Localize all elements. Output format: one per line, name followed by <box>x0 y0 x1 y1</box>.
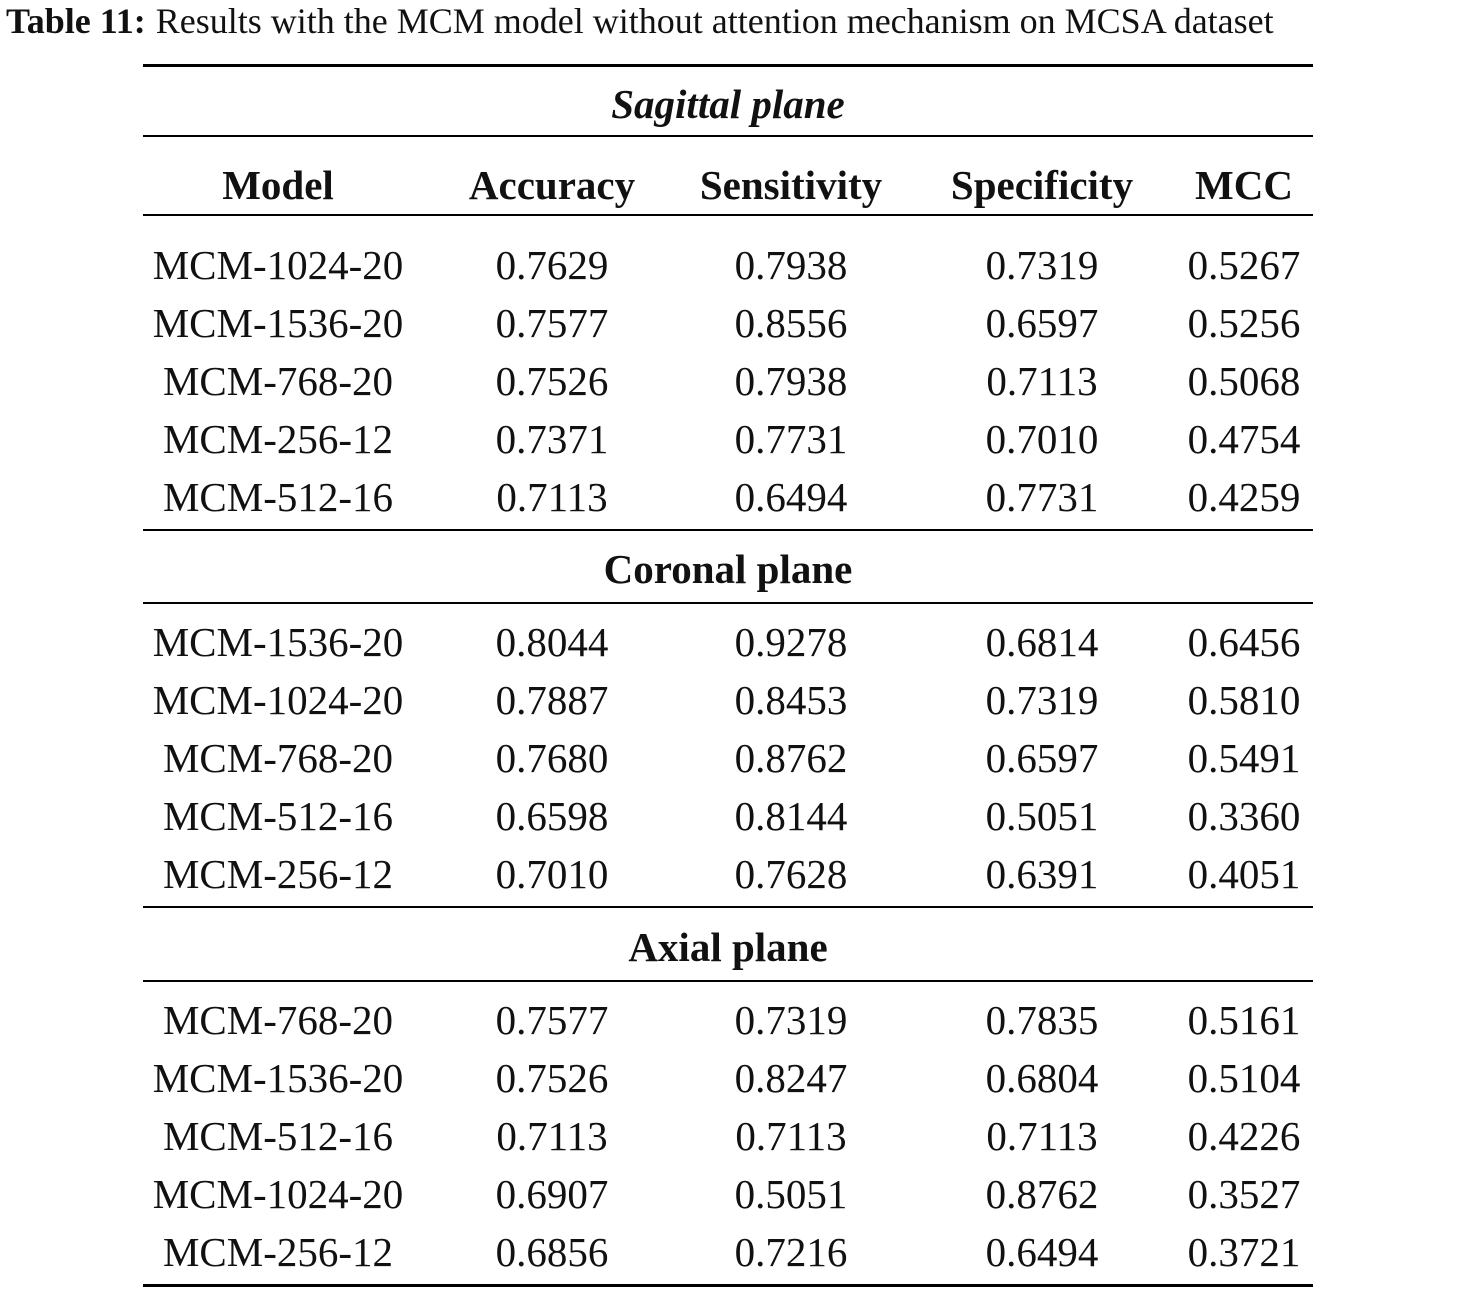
accuracy-value: 0.7113 <box>496 1113 608 1159</box>
table-row <box>143 613 1313 671</box>
mcc-value: 0.5810 <box>1187 677 1301 723</box>
sensitivity-value: 0.7731 <box>734 416 848 462</box>
specificity-value: 0.6597 <box>985 300 1099 346</box>
caption-text: Results with the MCM model without attention mechanism on MCSA dataset <box>155 1 1274 41</box>
sensitivity-value: 0.6494 <box>734 474 848 520</box>
table-row <box>143 352 1313 410</box>
accuracy-value: 0.8044 <box>495 619 609 665</box>
model-name: MCM-768-20 <box>162 997 394 1043</box>
section-title-coronal: Coronal plane <box>603 546 853 592</box>
accuracy-value: 0.7113 <box>496 474 608 520</box>
caption-label: Table 11: <box>6 1 146 41</box>
mcc-value: 0.3360 <box>1187 793 1301 839</box>
section-rule <box>143 529 1313 531</box>
mcc-value: 0.3527 <box>1187 1171 1301 1217</box>
sensitivity-value: 0.7628 <box>734 851 848 897</box>
table-row <box>143 1107 1313 1165</box>
sensitivity-value: 0.9278 <box>734 619 848 665</box>
header-rule <box>143 214 1313 216</box>
mcc-value: 0.5161 <box>1187 997 1301 1043</box>
section-rule <box>143 135 1313 137</box>
model-name: MCM-768-20 <box>162 735 394 781</box>
accuracy-value: 0.7629 <box>495 242 609 288</box>
table-row <box>143 729 1313 787</box>
model-name: MCM-256-12 <box>162 851 394 897</box>
specificity-value: 0.7319 <box>985 677 1099 723</box>
table-row <box>143 410 1313 468</box>
model-name: MCM-512-16 <box>162 474 394 520</box>
table-row <box>143 236 1313 294</box>
specificity-value: 0.7113 <box>986 1113 1098 1159</box>
accuracy-value: 0.7371 <box>495 416 609 462</box>
mcc-value: 0.4259 <box>1187 474 1301 520</box>
table-row <box>143 1223 1313 1281</box>
table-row <box>143 1049 1313 1107</box>
specificity-value: 0.6804 <box>985 1055 1099 1101</box>
mcc-value: 0.6456 <box>1187 619 1301 665</box>
table-row <box>143 294 1313 352</box>
accuracy-value: 0.6907 <box>495 1171 609 1217</box>
model-name: MCM-256-12 <box>162 1229 394 1275</box>
column-header-mcc: MCC <box>1195 162 1293 208</box>
mcc-value: 0.5104 <box>1187 1055 1301 1101</box>
model-name: MCM-512-16 <box>162 793 394 839</box>
sensitivity-value: 0.8453 <box>734 677 848 723</box>
model-name: MCM-1536-20 <box>152 300 404 346</box>
specificity-value: 0.7319 <box>985 242 1099 288</box>
sensitivity-value: 0.7216 <box>734 1229 848 1275</box>
specificity-value: 0.7113 <box>986 358 1098 404</box>
mcc-value: 0.5256 <box>1187 300 1301 346</box>
table-row <box>143 1165 1313 1223</box>
mcc-value: 0.5267 <box>1187 242 1301 288</box>
sensitivity-value: 0.7938 <box>734 242 848 288</box>
accuracy-value: 0.7577 <box>495 997 609 1043</box>
model-name: MCM-512-16 <box>162 1113 394 1159</box>
section-title-axial: Axial plane <box>628 924 828 970</box>
table-row <box>143 991 1313 1049</box>
accuracy-value: 0.6856 <box>495 1229 609 1275</box>
sensitivity-value: 0.8762 <box>734 735 848 781</box>
mcc-value: 0.3721 <box>1187 1229 1301 1275</box>
specificity-value: 0.6597 <box>985 735 1099 781</box>
table-caption <box>6 0 1274 42</box>
section-rule <box>143 602 1313 604</box>
accuracy-value: 0.6598 <box>495 793 609 839</box>
header-row <box>143 156 1313 214</box>
model-name: MCM-1024-20 <box>152 1171 404 1217</box>
model-name: MCM-1536-20 <box>152 1055 404 1101</box>
column-header-model: Model <box>222 162 334 208</box>
specificity-value: 0.7835 <box>985 997 1099 1043</box>
section-rule <box>143 906 1313 908</box>
section-rule <box>143 980 1313 982</box>
column-header-sensitivity: Sensitivity <box>699 162 883 208</box>
sensitivity-value: 0.8247 <box>734 1055 848 1101</box>
model-name: MCM-1536-20 <box>152 619 404 665</box>
accuracy-value: 0.7010 <box>495 851 609 897</box>
table-row <box>143 468 1313 526</box>
sensitivity-value: 0.5051 <box>734 1171 848 1217</box>
sensitivity-value: 0.7938 <box>734 358 848 404</box>
mcc-value: 0.5068 <box>1187 358 1301 404</box>
mcc-value: 0.4051 <box>1187 851 1301 897</box>
table-row <box>143 787 1313 845</box>
specificity-value: 0.6814 <box>985 619 1099 665</box>
bottom-rule <box>143 1284 1313 1287</box>
model-name: MCM-256-12 <box>162 416 394 462</box>
accuracy-value: 0.7680 <box>495 735 609 781</box>
mcc-value: 0.4226 <box>1187 1113 1301 1159</box>
sensitivity-value: 0.7113 <box>735 1113 847 1159</box>
column-header-specificity: Specificity <box>950 162 1134 208</box>
section-title-sagittal: Sagittal plane <box>611 81 845 127</box>
specificity-value: 0.6391 <box>985 851 1099 897</box>
accuracy-value: 0.7887 <box>495 677 609 723</box>
sensitivity-value: 0.8144 <box>734 793 848 839</box>
mcc-value: 0.5491 <box>1187 735 1301 781</box>
specificity-value: 0.6494 <box>985 1229 1099 1275</box>
table-row <box>143 845 1313 903</box>
specificity-value: 0.7010 <box>985 416 1099 462</box>
model-name: MCM-768-20 <box>162 358 394 404</box>
table-row <box>143 671 1313 729</box>
column-header-accuracy: Accuracy <box>468 162 636 208</box>
accuracy-value: 0.7526 <box>495 1055 609 1101</box>
sensitivity-value: 0.7319 <box>734 997 848 1043</box>
model-name: MCM-1024-20 <box>152 242 404 288</box>
specificity-value: 0.8762 <box>985 1171 1099 1217</box>
specificity-value: 0.5051 <box>985 793 1099 839</box>
accuracy-value: 0.7526 <box>495 358 609 404</box>
sensitivity-value: 0.8556 <box>734 300 848 346</box>
specificity-value: 0.7731 <box>985 474 1099 520</box>
top-rule <box>143 64 1313 67</box>
accuracy-value: 0.7577 <box>495 300 609 346</box>
mcc-value: 0.4754 <box>1187 416 1301 462</box>
model-name: MCM-1024-20 <box>152 677 404 723</box>
